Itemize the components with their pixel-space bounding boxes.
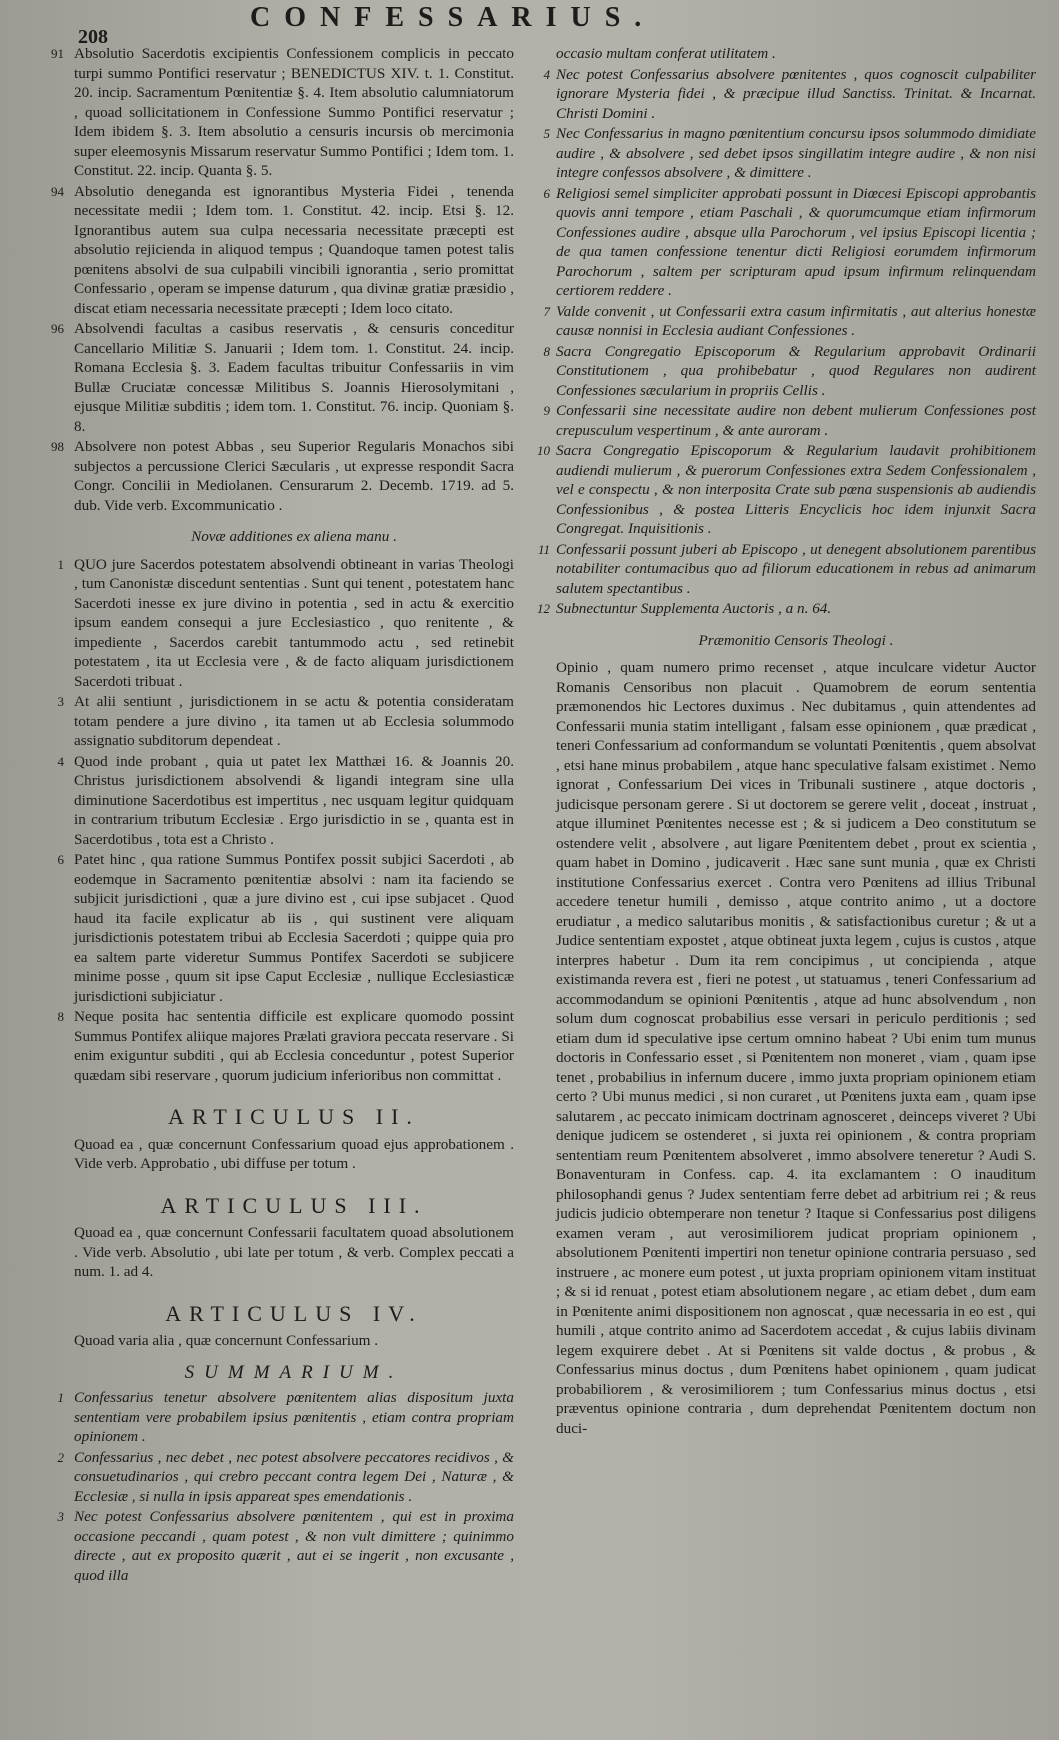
- article-2-title: ARTICULUS II.: [168, 1104, 420, 1129]
- entry-94: [51, 182, 514, 319]
- margin-number: 8: [57, 1009, 64, 1024]
- entry-text: Confessarii possunt juberi ab Episcopo , ut denegent absolutionem parentibus notabiliter contumacibus quo ad filiorum educationem in rebus ad animarum salutem spectantibus .: [556, 540, 1036, 597]
- summary-1: [57, 1388, 514, 1447]
- page-number: 208: [78, 26, 108, 48]
- entry-text: Patet hinc , qua ratione Summus Pontifex possit subjici Sacerdoti , ab eodemque in Sacramento pœnitentiæ absolvi : nam ita faciendo se subjicit jurisdictioni , quæ a jure divino est , cui ipse subjacet . Quod haud ita facile explicatur ab iis , qui sustinent vere aliquam jurisdictionis potestatem tribui ab Ecclesia Sacerdoti ; quippe quia pro ea saltem parte videretur Summus Pontifex Sacerdoti se subjicere minime posse , quum sit ipse Caput Ecclesiæ , nullique Ecclesiasticæ jurisdictioni subjiciatur .: [74, 851, 514, 1005]
- margin-number: 1: [57, 556, 64, 572]
- summary-12: [537, 599, 1036, 619]
- margin-number: 7: [543, 303, 550, 319]
- margin-number: 3: [57, 1509, 64, 1524]
- praemonitio-text: Opinio , quam numero primo recenset , atque inculcare videtur Auctor Romanis Censoribus non placuit . Quamobrem de eorum sententia præmonendos hic Lectores duximus . Nec dubitamus , quin attendentes ad Confessarii munia statim intelligant , falsam esse opinionem , quæ prædicat , teneri Confessarium ad conformandum se voluntati Pœnitentis , quem absolvat , etsi hane minus probabilem , atque hanc speculative falsam existimet . Nemo ignorat , Confessarium Dei vices in Tribunali sustinere , atque doctoris , judicisque personam gerere . Si ut doctorem se gerere velit , doceat , instruat , atque illuminet Pœnitentes necesse est ; & si judicem a Deo constitutum se ostendere velit , absolvere , aut ligare Pœnitentem debet , prout ex scientia , quam habet in Domino , judicaverit . Hæc sane sunt munia , quæ ex Christi institutione Confessarius exercet . Contra vero Pœnitens ad illius Tribunal accedere tenetur humili , demisso , atque contrito animo , ut a doctore erudiatur , a medico salutaribus monitis , & satisfactionibus curetur ; & ut a Judice sententiam expostet , atque obtineat juxta legem , cujus is custos , atque interpres habetur . Dum ita rem concipimus , ut concipienda , atque existimanda revera est , fieri ne potest , ut statuamus , teneri Confessarium ad accommodandum se opinioni Pœnitentis , atque ad hunc absolvendum , non solum dum cognoscat probabilius esse versari in periculo perditionis ; sed etiam dum id speculative ipse certum omnino habeat ? Ubi enim tum munus doctoris in Confessario esset , si Pœnitentem non moneret , viam , quam ipse tenet , probabilius in infernum ducere , immo juxta propriam opinionem etiam certo ? Ubi munus medici , si non curaret , ut Pœnitens juxta eam , quam ipse salutarem , ac peccato inimicam doctrinam agnosceret , deinceps viveret ? Ubi denique judicem se ostenderet , si juxta rei opinionem , & contra propriam sententiam reum Pœnitentem absolveret , immo absolvere teneretur ? Audi S. Bonaventuram in Confess. cap. 4. ita exclamantem : O inauditum philosophandi genus ? Judex sententiam ferre debet ad arbitrium rei ; & reus judicis judicio obtemperare non tenetur ? Itaque si Confessarius post diligens examen veram , aut verosimiliorem judicat propriam opinionem , absolutionem Pœnitenti impertiri non tenetur opinione contraria persuaso , sed instruere , ac monere eum potest , ut juxta propriam opinionem vitam instituat ; & si id renuat , potest etiam absolutionem negare , ac etiam debet , dum eam in Pœnitente animi dispositionem non agnoscat , quæ necessaria in eo est , qui humili , atque contrito animo ad Sacerdotem accedat , & cujus labiis divinam legem exquirere debet . At si Pœnitens sit valde doctus , & probus , & Confessarius minus doctus , dum Pœnitens habet opinionem , quam judicat probabiliorem , & verosimiliorem ; tum Confessarius minus doctus , etsi præventus opinione contraria , dum deprehendat Pœnitentem doctum non duci-: [556, 659, 1036, 1437]
- entry-text: Confessarius , nec debet , nec potest absolvere peccatores recidivos , & consuetudinarios , qui crebro peccant contra legem Dei , Naturæ , & Ecclesiæ , si nulla in ipsis appareat spes emendationis .: [74, 1448, 514, 1505]
- entry-text: At alii sentiunt , jurisdictionem in se actu & potentia consideratam totam pendere a jure divino , ita tamen ut ab Ecclesia solummodo assignatio subditorum dependeat .: [74, 693, 514, 749]
- summary-continuation: occasio multam conferat utilitatem .: [556, 45, 776, 62]
- summary-7: [543, 302, 1036, 341]
- entry-98: [51, 437, 514, 515]
- margin-number: 2: [57, 1449, 64, 1465]
- summary-8: [543, 342, 1036, 401]
- article-3-text: Quoad ea , quæ concernunt Confessarii facultatem quoad absolutionem . Vide verb. Absolutio , ubi late per totum , & verb. Complex peccati a num. 1. ad 4.: [74, 1224, 514, 1280]
- margin-number: 5: [543, 126, 550, 141]
- entry-text: Subnectuntur Supplementa Auctoris , a n. 64.: [556, 600, 832, 617]
- entry-text: Religiosi semel simpliciter approbati possunt in Diœcesi Episcopi approbantis quovis anni tempore , etiam Paschali , & quorumcumque etiam infirmorum Confessiones audire , absque ulla Parochorum , vel ipsius Episcopi licentia ; de qua tamen confessione tenentur dicti Religiosi eorumdem infirmorum Parochorum , saltem per scripturam apud ipsum infirmum relinquendam certiorem reddere .: [556, 184, 1036, 299]
- summary-5: [543, 124, 1036, 183]
- margin-number: 96: [51, 321, 64, 336]
- margin-number: 10: [537, 443, 550, 458]
- margin-number: 3: [57, 694, 64, 709]
- entry-text: Sacra Congregatio Episcoporum & Regularium approbavit Ordinarii Constitutionem , qua prohibebatur , quod Regulares non audirent Confessiones sæcularium in propriis Cellis .: [556, 342, 1036, 399]
- entry-96: [51, 319, 514, 436]
- novae-6: [57, 850, 514, 1006]
- margin-number: 98: [51, 439, 64, 454]
- entry-text: Confessarius tenetur absolvere pœnitentem alias dispositum juxta sententiam vere probabilem ipsius pœnitentis , etiam contra propriam opinionem .: [74, 1389, 514, 1445]
- entry-text: Absolutio deneganda est ignorantibus Mysteria Fidei , tenenda necessitate medii ; Idem tom. 1. Constitut. 42. incip. Etsi §. 12. Ignorantibus autem sua culpa necessaria necessitate præcepti est absolutio rejicienda in aliquod tempus ; Quandoque tamen potest talis pœnitens absolvi de sua culpabili vincibili ignorantia , serio promittat Confessario , operam se impense daturum , qua divinæ gratiæ præsidio , discat etiam necessaria necessitate præcepti ; Idem loco citato.: [74, 182, 514, 317]
- entry-text: Nec Confessarius in magno pœnitentium concursu ipsos solummodo dimidiate audire , & absolvere , sed debet ipsos singillatim integre audire , & non nisi integre confessos absolvere , & dimittere .: [556, 125, 1036, 181]
- praemonitio-heading: Præmonitio Censoris Theologi .: [698, 631, 894, 649]
- article-2-text: Quoad ea , quæ concernunt Confessarium quoad ejus approbationem . Vide verb. Approbatio , ubi diffuse per totum .: [74, 1135, 514, 1172]
- margin-number: 8: [543, 343, 550, 359]
- margin-number: 91: [51, 46, 64, 61]
- right-column: [537, 44, 1036, 1440]
- entry-text: Absolutio Sacerdotis excipientis Confessionem complicis in peccato turpi summo Pontifici reservatur ; BENEDICTUS XIV. t. 1. Constitut. 20. incip. Sacramentum Pœnitentiæ §. 4. Item absolutio calumniatorum , quoad sollicitationem in Confessione Summo Pontifici reservatur ; Idem ibidem §. 3. Item absolutio a censuris incursis ob mercimonia super eleemosynis Missarum reservatur Summo Pontifici ; Idem tom. 1. Constitut. 22. incip. Quanta §. 5.: [74, 45, 514, 179]
- article-4-text: Quoad varia alia , quæ concernunt Confessarium .: [74, 1332, 379, 1349]
- entry-text: Absolvere non potest Abbas , seu Superior Regularis Monachos sibi subjectos a percussione Clerici Sæcularis , ut expresse respondit Sacra Congr. Concilii in Mediolanen. Censurarum 2. Decemb. 1719. ad 5. dub. Vide verb. Excommunicatio .: [74, 438, 514, 514]
- left-column: [51, 44, 514, 1586]
- entry-text: Absolvendi facultas a casibus reservatis , & censuris conceditur Cancellario Militiæ S. Januarii ; Idem tom. 1. Constitut. 24. incip. Romana Ecclesia §. 3. Eadem facultas tribuitur Confessariis in vim Bullæ Cruciatæ concessæ Militibus S. Joannis Hierosolymitani , ejusque Militiæ subditis ; idem tom. 1. Constitut. 76. incip. Quoniam §. 8.: [74, 320, 514, 435]
- summary-9: [543, 401, 1036, 440]
- entry-text: QUO jure Sacerdos potestatem absolvendi obtineant in varias Theologi , tum Canonistæ discedunt sententias . Sunt qui tenent , potestatem hanc Sacerdoti inesse ex jure divino in potentia , sed in actu & exercitio ipsum eandem consequi a jure Ecclesiastico , quo renitente , & impediente , Sacerdos carebit tantummodo actu , sed retinebit potestatem , ita ut Ecclesia vere , & de facto aliquam jurisdictionem Sacerdoti tribuat .: [74, 555, 514, 690]
- summary-10: [537, 441, 1036, 539]
- entry-text: Sacra Congregatio Episcoporum & Regularium laudavit prohibitionem audiendi mulierum , & puerorum Confessiones extra Sedem Confessionalem , vel e conspectu , & non interposita Crate sub pœna suspensionis ab audiendis Confessionibus , & postea Litteris Encyclicis hoc idem injunxit Sacra Congregat. Inquisitionis .: [556, 442, 1036, 537]
- page-header: [70, 2, 1030, 48]
- entry-text: Valde convenit , ut Confessarii extra casum infirmitatis , aut alterius honestæ causæ nonnisi in Ecclesia audiant Confessiones .: [556, 302, 1036, 339]
- summarium-title: SUMMARIUM.: [184, 1361, 404, 1383]
- novae-4: [57, 752, 514, 850]
- entry-text: Neque posita hac sententia difficile est explicare quomodo possint Summus Pontifex aliique majores Prælati graviora peccata reservare . Si enim exiguntur subditi , qui ab Ecclesia conceduntur , potest Superior quædam sibi reservare , quorum judicium inferioribus non committat .: [74, 1008, 514, 1084]
- margin-number: 4: [57, 753, 64, 769]
- summary-11: [537, 540, 1036, 599]
- entry-91: [51, 44, 514, 181]
- summary-4: [543, 65, 1036, 124]
- margin-number: 1: [57, 1390, 64, 1405]
- margin-number: 12: [537, 601, 550, 616]
- novae-heading: Novæ additiones ex aliena manu .: [191, 528, 397, 545]
- entry-text: Confessarii sine necessitate audire non debent mulierum Confessiones post crepusculum vespertinum , & ante auroram .: [556, 402, 1036, 439]
- entry-text: Quod inde probant , quia ut patet lex Matthæi 16. & Joannis 20. Christus jurisdictionem absolvendi & ligandi integram sine ulla diminutione Sacerdotibus est impertitus , nec usquam legitur quidquam in contrarium tributum Ecclesiæ . Ergo jurisdictio in se , quanta est in Sacerdotibus , tota est a Christo .: [74, 752, 514, 848]
- margin-number: 11: [537, 541, 550, 557]
- margin-number: 6: [57, 852, 64, 867]
- margin-number: 6: [543, 185, 550, 201]
- novae-8: [57, 1007, 514, 1085]
- novae-3: [57, 692, 514, 751]
- article-4-title: ARTICULUS IV.: [165, 1300, 423, 1326]
- article-3-title: ARTICULUS III.: [160, 1192, 428, 1218]
- entry-text: Nec potest Confessarius absolvere pœnitentes , quos cognoscit culpabiliter ignorare Mysteria fidei , & præcipue illud Sanctiss. Trinitat. & Incarnat. Christi Domini .: [556, 65, 1036, 122]
- summary-3: [57, 1507, 514, 1585]
- margin-number: 4: [543, 66, 550, 82]
- novae-1: [57, 555, 514, 692]
- summary-6: [543, 184, 1036, 301]
- margin-number: 94: [51, 183, 64, 199]
- entry-text: Nec potest Confessarius absolvere pœnitentem , qui est in proxima occasione peccandi , quam potest , & non vult dimittere ; quinimmo directe , aut ex proposito quærit , aut ei se ingerit , non excusante , quod illa: [74, 1508, 514, 1584]
- summary-2: [57, 1448, 514, 1507]
- running-head: CONFESSARIUS.: [250, 2, 656, 33]
- margin-number: 9: [543, 403, 550, 418]
